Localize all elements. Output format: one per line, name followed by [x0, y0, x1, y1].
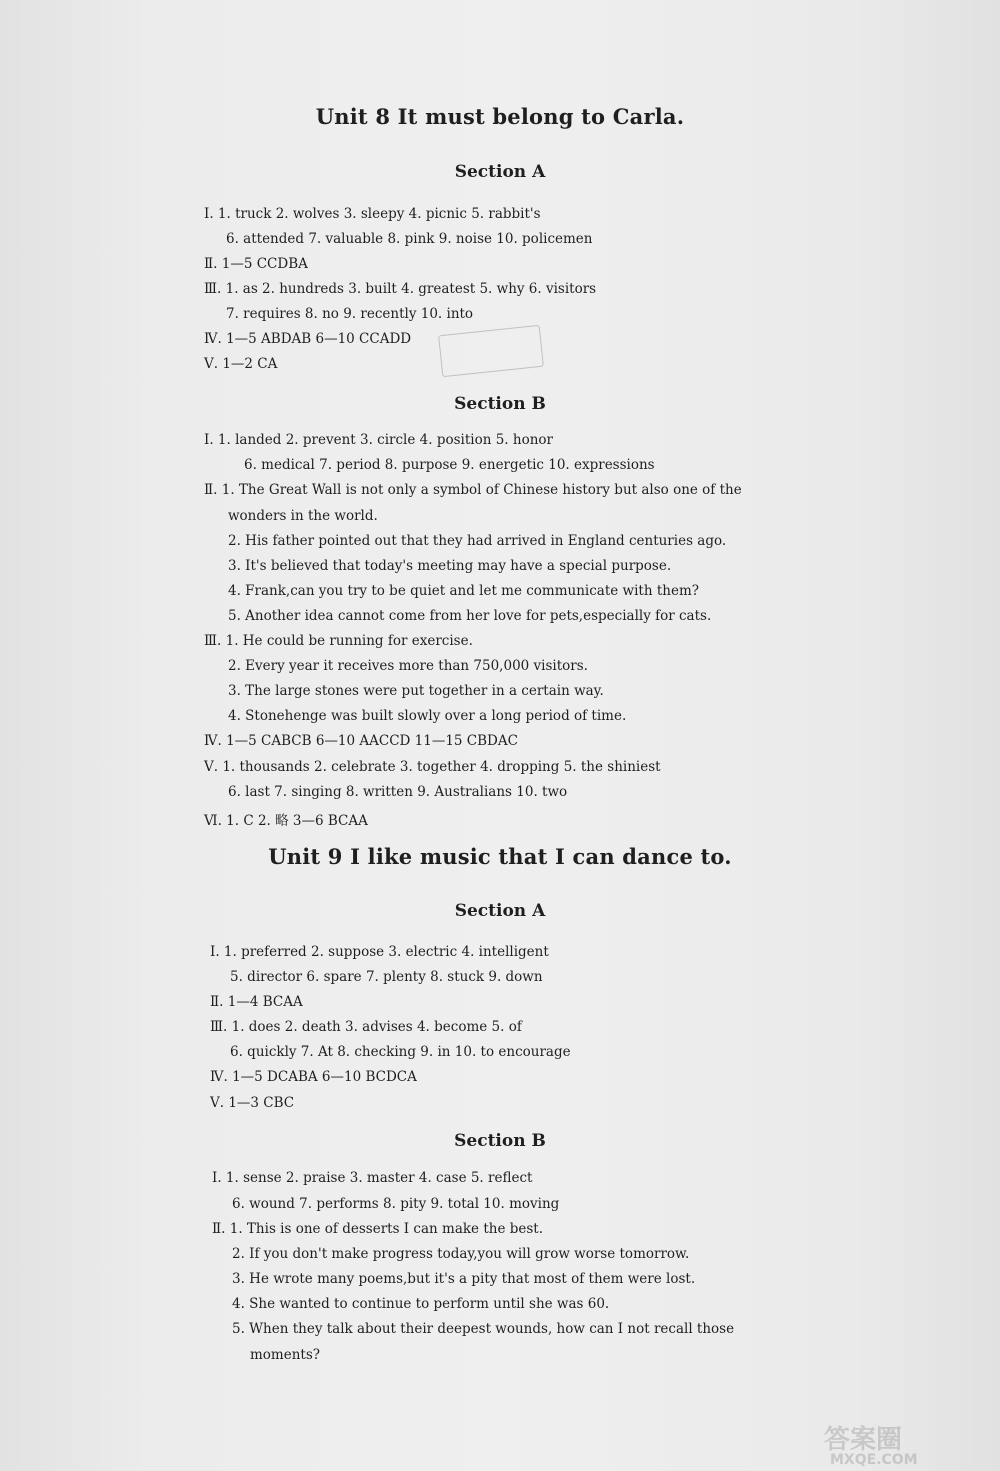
answer-line: Ⅲ. 1. as 2. hundreds 3. built 4. greatest 5. why 6. visitors — [204, 281, 597, 297]
answer-line: 7. requires 8. no 9. recently 10. into — [226, 306, 474, 322]
answer-line: 4. She wanted to continue to perform until she was 60. — [232, 1296, 610, 1312]
answer-line: Ⅱ. 1—4 BCAA — [210, 994, 303, 1010]
answer-line: Ⅰ. 1. preferred 2. suppose 3. electric 4. intelligent — [210, 944, 549, 960]
answer-line: 5. Another idea cannot come from her love for pets,especially for cats. — [228, 608, 712, 624]
unit9-sectionB-title: Section B — [454, 1131, 546, 1151]
answer-line: Ⅳ. 1—5 ABDAB 6—10 CCADD — [204, 331, 412, 347]
answer-line: 6. last 7. singing 8. written 9. Australians 10. two — [228, 784, 568, 800]
answer-line: 3. It's believed that today's meeting may have a special purpose. — [228, 558, 672, 574]
answer-line: Ⅴ. 1—2 CA — [204, 356, 278, 372]
answer-line: Ⅵ. 1. C 2. 略 3—6 BCAA — [204, 813, 368, 829]
watermark-url: MXQE.COM — [830, 1452, 918, 1466]
unit9-title: Unit 9 I like music that I can dance to. — [268, 844, 732, 869]
answer-line: Ⅰ. 1. truck 2. wolves 3. sleepy 4. picnic 5. rabbit's — [204, 206, 541, 222]
answer-line: Ⅱ. 1—5 CCDBA — [204, 256, 308, 272]
answer-line: 5. When they talk about their deepest wounds, how can I not recall those — [232, 1321, 735, 1337]
unit9-sectionA-title: Section A — [454, 901, 546, 921]
unit8-title: Unit 8 It must belong to Carla. — [315, 104, 685, 129]
answer-line: 6. quickly 7. At 8. checking 9. in 10. to encourage — [230, 1044, 571, 1060]
unit8-sectionA-title: Section A — [454, 162, 546, 182]
watermark-logo — [820, 1418, 990, 1466]
answer-line: 6. medical 7. period 8. purpose 9. energetic 10. expressions — [244, 457, 655, 473]
answer-line: 6. attended 7. valuable 8. pink 9. noise 10. policemen — [226, 231, 593, 247]
answer-line: 2. If you don't make progress today,you will grow worse tomorrow. — [232, 1246, 690, 1262]
faded-stamp — [438, 325, 544, 377]
answer-line: Ⅱ. 1. The Great Wall is not only a symbol of Chinese history but also one of the — [204, 482, 742, 498]
answer-line: Ⅳ. 1—5 DCABA 6—10 BCDCA — [210, 1069, 417, 1085]
answer-line: 4. Frank,can you try to be quiet and let me communicate with them? — [228, 583, 699, 599]
unit8-sectionB-title: Section B — [454, 394, 546, 414]
answer-line: wonders in the world. — [228, 508, 378, 524]
answer-line: 3. The large stones were put together in a certain way. — [228, 683, 604, 699]
answer-line: 4. Stonehenge was built slowly over a long period of time. — [228, 708, 627, 724]
answer-line: moments? — [250, 1347, 321, 1363]
answer-line: Ⅰ. 1. sense 2. praise 3. master 4. case 5. reflect — [212, 1170, 533, 1186]
answer-line: Ⅱ. 1. This is one of desserts I can make the best. — [212, 1221, 544, 1237]
answer-line: 2. Every year it receives more than 750,000 visitors. — [228, 658, 588, 674]
answer-line: 6. wound 7. performs 8. pity 9. total 10. moving — [232, 1196, 560, 1212]
answer-line: Ⅴ. 1—3 CBC — [210, 1095, 295, 1111]
answer-line: Ⅳ. 1—5 CABCB 6—10 AACCD 11—15 CBDAC — [204, 733, 518, 749]
answer-line: 2. His father pointed out that they had arrived in England centuries ago. — [228, 533, 727, 549]
answer-line: Ⅲ. 1. He could be running for exercise. — [204, 633, 473, 649]
answer-line: Ⅲ. 1. does 2. death 3. advises 4. become 5. of — [210, 1019, 522, 1035]
watermark-text: 答案圈 — [824, 1425, 903, 1455]
answer-line: 3. He wrote many poems,but it's a pity that most of them were lost. — [232, 1271, 696, 1287]
answer-line: 5. director 6. spare 7. plenty 8. stuck 9. down — [230, 969, 543, 985]
answer-line: Ⅴ. 1. thousands 2. celebrate 3. together 4. dropping 5. the shiniest — [204, 759, 661, 775]
answer-line: Ⅰ. 1. landed 2. prevent 3. circle 4. position 5. honor — [204, 432, 553, 448]
